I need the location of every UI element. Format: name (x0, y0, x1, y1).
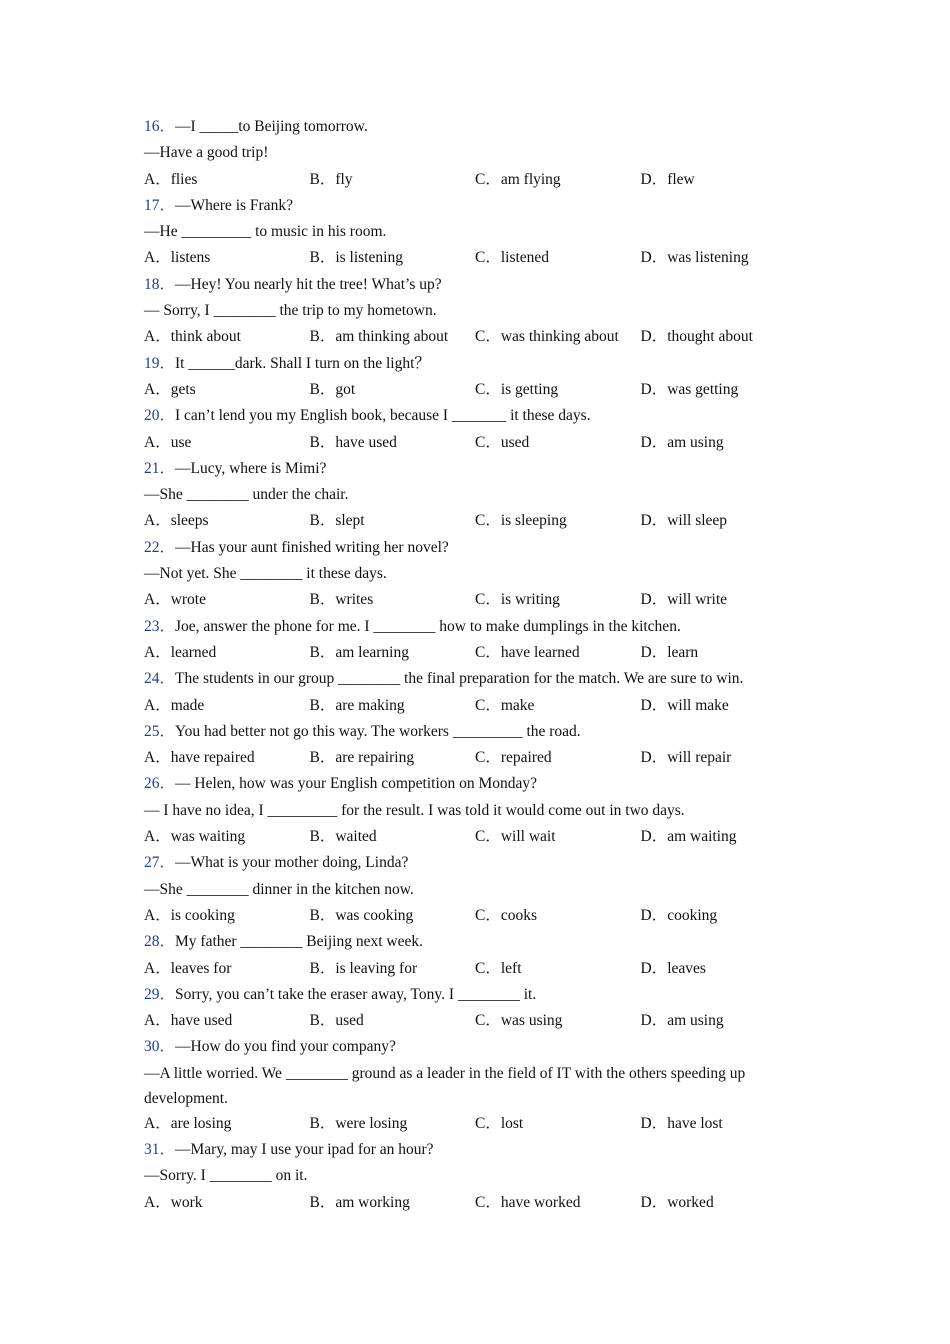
question-text-line-2: —Have a good trip! (144, 144, 269, 162)
options-row (144, 956, 804, 982)
options-row (144, 1190, 804, 1216)
question-24 (144, 666, 804, 719)
question-25 (144, 719, 804, 772)
options-row (144, 745, 804, 771)
question-text: — Helen, how was your English competition on Monday? (175, 775, 538, 793)
question-stem (144, 1034, 804, 1060)
question-text: —Has your aunt finished writing her novel? (175, 538, 449, 556)
option-b[interactable]: B．waited (309, 828, 377, 846)
question-text: —Hey! You nearly hit the tree! What’s up? (175, 275, 442, 293)
option-c[interactable]: C．is writing (475, 591, 560, 609)
option-c[interactable]: C．listened (475, 249, 550, 267)
option-d[interactable]: D．was listening (640, 249, 749, 267)
worksheet (144, 114, 804, 1216)
option-b[interactable]: B．fly (309, 170, 353, 188)
options-row (144, 1008, 804, 1034)
question-stem (144, 719, 804, 745)
question-number: 16． (144, 118, 176, 135)
question-17 (144, 193, 804, 272)
question-22 (144, 535, 804, 614)
option-b[interactable]: B．were losing (309, 1114, 408, 1132)
question-20 (144, 403, 804, 456)
option-d[interactable]: D．was getting (640, 380, 739, 398)
question-number: 31． (144, 1140, 176, 1158)
option-a[interactable]: A．learned (144, 643, 217, 661)
question-number: 26． (144, 775, 176, 793)
option-c[interactable]: C．repaired (475, 749, 552, 767)
question-stem (144, 850, 804, 876)
question-text-line-2: —A little worried. We ________ ground as a leader in the field of IT with the others speeding up development. (144, 1064, 746, 1107)
option-d[interactable]: D．have lost (640, 1114, 723, 1132)
question-text: The students in our group ________ the final preparation for the match. We are sure to win. (175, 670, 744, 688)
option-d[interactable]: D．will repair (640, 749, 732, 767)
option-a[interactable]: A．listens (144, 249, 211, 267)
question-text: —I _____to Beijing tomorrow. (175, 118, 368, 135)
question-text-line-2: — I have no idea, I _________ for the result. I was told it would come out in two days. (144, 801, 685, 819)
option-a[interactable]: A．was waiting (144, 828, 246, 846)
option-c[interactable]: C．left (475, 959, 522, 977)
question-stem (144, 666, 804, 692)
question-16 (144, 114, 804, 193)
option-b[interactable]: B．are making (309, 696, 405, 714)
option-b[interactable]: B．are repairing (309, 749, 415, 767)
question-26 (144, 771, 804, 850)
question-text-line-2: —Not yet. She ________ it these days. (144, 565, 387, 583)
question-number: 18． (144, 275, 176, 293)
option-a[interactable]: A．leaves for (144, 959, 232, 977)
option-a[interactable]: A．sleeps (144, 512, 209, 530)
options-row (144, 377, 804, 403)
option-a[interactable]: A．wrote (144, 591, 206, 609)
question-text: —Mary, may I use your ipad for an hour? (175, 1140, 434, 1158)
question-text: —Lucy, where is Mimi? (175, 459, 327, 477)
question-31 (144, 1137, 804, 1216)
option-d[interactable]: D．am waiting (640, 828, 737, 846)
question-text: —What is your mother doing, Linda? (175, 854, 409, 872)
question-number: 29． (144, 985, 176, 1003)
question-text-line-2: —She ________ dinner in the kitchen now. (144, 880, 414, 898)
options-row (144, 324, 804, 350)
question-text: My father ________ Beijing next week. (175, 933, 423, 951)
question-text: —How do you find your company? (175, 1038, 396, 1056)
option-a[interactable]: A．think about (144, 328, 241, 346)
question-23 (144, 614, 804, 667)
options-row (144, 430, 804, 456)
option-b[interactable]: B．am working (309, 1193, 410, 1211)
option-c[interactable]: C．cooks (475, 906, 538, 924)
option-d[interactable]: D．thought about (640, 328, 753, 346)
question-text-line-2: —Sorry. I ________ on it. (144, 1167, 308, 1185)
option-b[interactable]: B．is listening (309, 249, 403, 267)
option-a[interactable]: A．have repaired (144, 749, 255, 767)
option-d[interactable]: D．will sleep (640, 512, 728, 530)
option-d[interactable]: D．will write (640, 591, 728, 609)
question-27 (144, 850, 804, 929)
option-b[interactable]: B．am learning (309, 643, 409, 661)
option-b[interactable]: B．is leaving for (309, 959, 418, 977)
option-c[interactable]: C．is sleeping (475, 512, 567, 530)
question-text: Joe, answer the phone for me. I ________ how to make dumplings in the kitchen. (175, 617, 681, 635)
option-b[interactable]: B．was cooking (309, 906, 414, 924)
question-stem (144, 272, 804, 298)
option-c[interactable]: C．have worked (475, 1193, 581, 1211)
option-d[interactable]: D．am using (640, 433, 724, 451)
option-c[interactable]: C．have learned (475, 643, 580, 661)
options-row (144, 824, 804, 850)
question-number: 30． (144, 1038, 176, 1056)
question-29 (144, 982, 804, 1035)
option-c[interactable]: C．will wait (475, 828, 556, 846)
question-number: 25． (144, 722, 176, 740)
question-stem (144, 351, 804, 377)
question-number: 27． (144, 854, 176, 872)
question-number: 22． (144, 538, 176, 556)
option-a[interactable]: A．use (144, 433, 192, 451)
question-stem (144, 929, 804, 955)
option-b[interactable]: B．slept (309, 512, 365, 530)
question-text: I can’t lend you my English book, because I _______ it these days. (175, 407, 591, 425)
option-d[interactable]: D．worked (640, 1193, 714, 1211)
question-stem (144, 403, 804, 429)
question-stem (144, 1137, 804, 1163)
question-21 (144, 456, 804, 535)
option-d[interactable]: D．will make (640, 696, 729, 714)
option-c[interactable]: C．used (475, 433, 530, 451)
option-a[interactable]: A．have used (144, 1012, 233, 1030)
options-row (144, 508, 804, 534)
options-row (144, 167, 804, 193)
option-d[interactable]: D．leaves (640, 959, 706, 977)
option-b[interactable]: B．have used (309, 433, 397, 451)
option-c[interactable]: C．make (475, 696, 535, 714)
option-d[interactable]: D．am using (640, 1012, 724, 1030)
options-row (144, 587, 804, 613)
question-text: You had better not go this way. The workers _________ the road. (175, 722, 581, 740)
question-stem (144, 982, 804, 1008)
question-number: 28． (144, 933, 176, 951)
option-a[interactable]: A．is cooking (144, 906, 235, 924)
option-a[interactable]: A．flies (144, 170, 198, 188)
question-number: 17． (144, 196, 176, 214)
question-number: 19． (144, 354, 176, 372)
option-a[interactable]: A．made (144, 696, 205, 714)
option-b[interactable]: B．am thinking about (309, 328, 449, 346)
question-text-line-2: — Sorry, I ________ the trip to my hometown. (144, 302, 437, 320)
question-stem (144, 114, 804, 140)
question-text: Sorry, you can’t take the eraser away, Tony. I ________ it. (175, 985, 537, 1003)
option-c[interactable]: C．lost (475, 1114, 524, 1132)
question-30 (144, 1034, 804, 1137)
option-d[interactable]: D．learn (640, 643, 699, 661)
option-d[interactable]: D．cooking (640, 906, 718, 924)
options-row (144, 903, 804, 929)
question-stem (144, 193, 804, 219)
question-28 (144, 929, 804, 982)
question-stem (144, 614, 804, 640)
option-b[interactable]: B．got (309, 380, 356, 398)
option-b[interactable]: B．writes (309, 591, 374, 609)
question-number: 24． (144, 670, 176, 688)
question-text-line-2: —She ________ under the chair. (144, 486, 349, 504)
question-stem (144, 535, 804, 561)
question-text-line-2: —He _________ to music in his room. (144, 223, 387, 241)
options-row (144, 693, 804, 719)
question-number: 20． (144, 407, 176, 425)
option-c[interactable]: C．was thinking about (475, 328, 619, 346)
option-a[interactable]: A．gets (144, 380, 196, 398)
option-a[interactable]: A．are losing (144, 1114, 232, 1132)
option-d[interactable]: D．flew (640, 170, 695, 188)
options-row (144, 245, 804, 271)
options-row (144, 1111, 804, 1137)
option-c[interactable]: C．was using (475, 1012, 563, 1030)
option-c[interactable]: C．am flying (475, 170, 561, 188)
question-text: —Where is Frank? (175, 196, 293, 214)
option-b[interactable]: B．used (309, 1012, 364, 1030)
question-text: It ______dark. Shall I turn on the light？ (175, 354, 430, 372)
question-stem (144, 456, 804, 482)
question-number: 21． (144, 459, 176, 477)
option-a[interactable]: A．work (144, 1193, 203, 1211)
question-stem (144, 771, 804, 797)
options-row (144, 640, 804, 666)
option-c[interactable]: C．is getting (475, 380, 559, 398)
question-number: 23． (144, 617, 176, 635)
question-18 (144, 272, 804, 351)
question-19 (144, 351, 804, 404)
